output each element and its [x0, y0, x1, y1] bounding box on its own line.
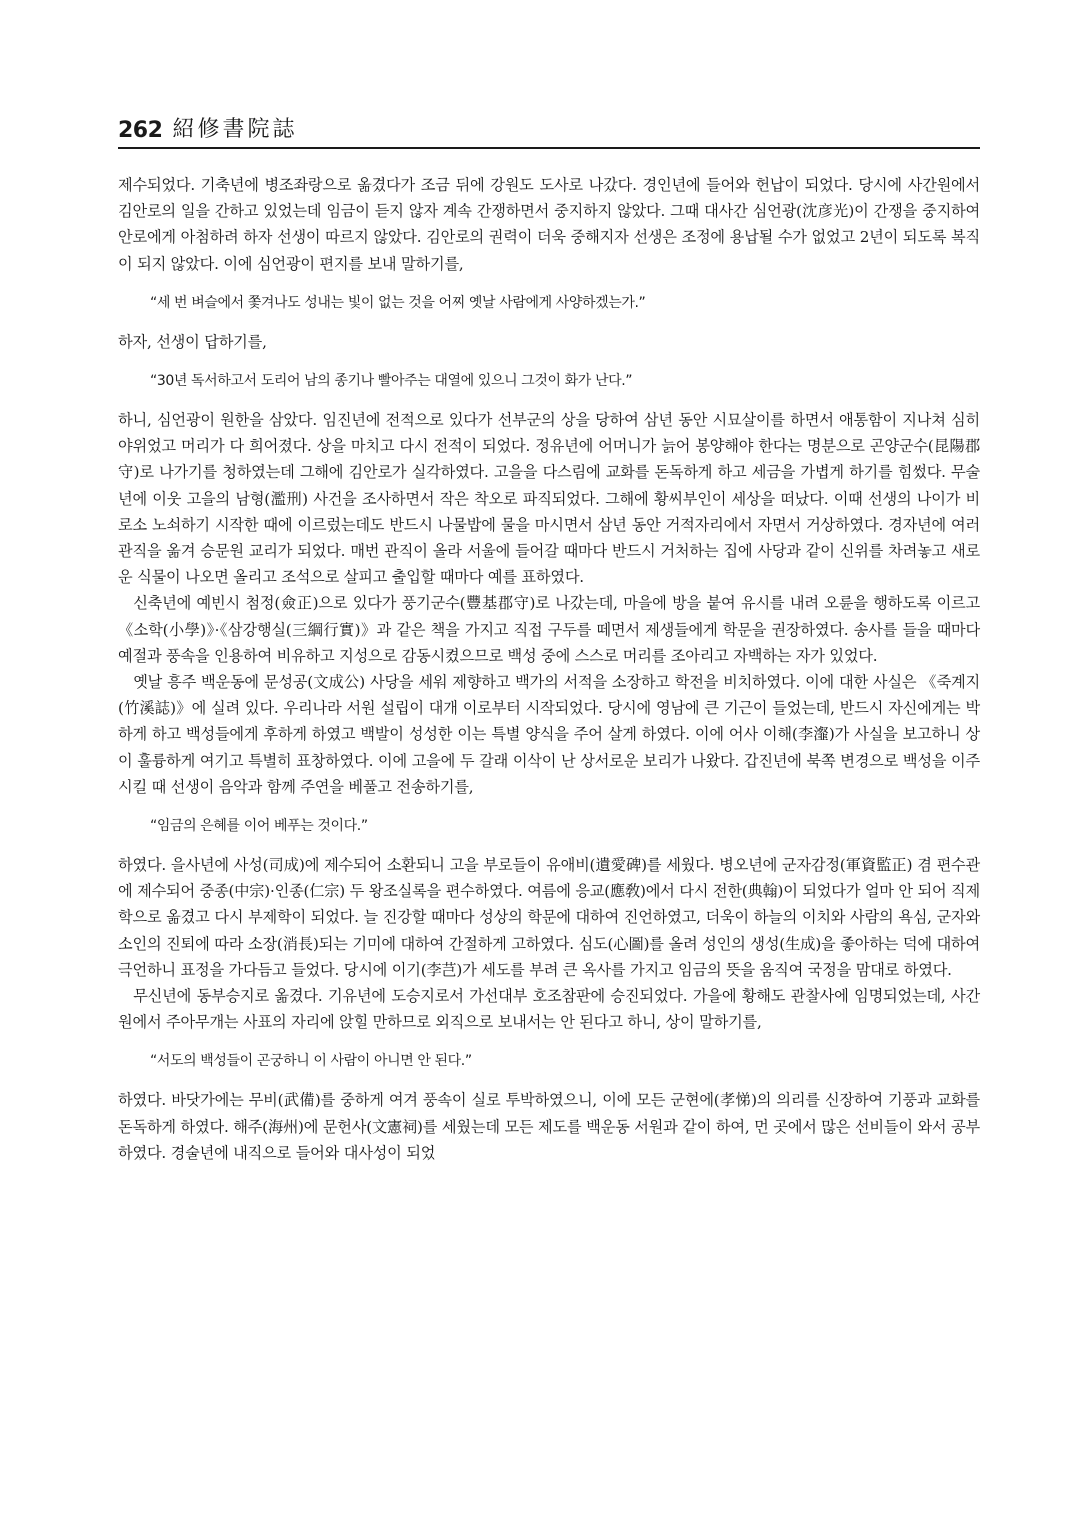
book-title: 紹修書院誌	[172, 117, 298, 142]
paragraph: 하니, 심언광이 원한을 삼았다. 임진년에 전적으로 있다가 선부군의 상을 당하여 삼년 동안 시묘살이를 하면서 애통함이 지나쳐 심히 야위었고 머리가 다 희어졌다. 상을 마치고 다시 전적이 되었다. 정유년에 어머니가 늙어 봉양해야 한다는 명분으로 곤양군수(昆陽郡守)로 나가기를 청하였는데 그해에 김안로가 실각하였다. 고을을 다스림에 교화를 돈독하게 하고 세금을 가볍게 하기를 힘썼다. 무술년에 이웃 고을의 남형(濫刑) 사건을 조사하면서 작은 착오로 파직되었다. 그해에 황씨부인이 세상을 떠났다. 이때 선생의 나이가 비로소 노쇠하기 시작한 때에 이르렀는데도 반드시 나물밥에 물을 마시면서 삼년 동안 거적자리에서 자면서 거상하였다. 경자년에 여러 관직을 옮겨 승문원 교리가 되었다. 매번 관직이 올라 서울에 들어갈 때마다 반드시 거처하는 집에 사당과 같이 신위를 차려놓고 새로운 식물이 나오면 올리고 조석으로 살피고 출입할 때마다 예를 표하였다.	[118, 411, 980, 587]
page-header	[118, 112, 980, 149]
paragraph: 하였다. 을사년에 사성(司成)에 제수되어 소환되니 고을 부로들이 유애비(遺愛碑)를 세웠다. 병오년에 군자감정(軍資監正) 겸 편수관에 제수되어 중종(中宗)·인종(仁宗) 두 왕조실록을 편수하였다. 여름에 응교(應敎)에서 다시 전한(典翰)이 되었다가 얼마 안 되어 직제학으로 옮겼고 다시 부제학이 되었다. 늘 진강할 때마다 성상의 학문에 대하여 진언하였고, 더욱이 하늘의 이치와 사람의 욕심, 군자와 소인의 진퇴에 따라 소장(消長)되는 기미에 대하여 간절하게 고하였다. 심도(心圖)를 올려 성인의 생성(生成)을 좋아하는 덕에 대하여 극언하니 표정을 가다듬고 들었다. 당시에 이기(李芑)가 세도를 부려 큰 옥사를 가지고 임금의 뜻을 움직여 국정을 맘대로 하였다.	[118, 856, 981, 979]
paragraph: 무신년에 동부승지로 옮겼다. 기유년에 도승지로서 가선대부 호조참판에 승진되었다. 가을에 황해도 관찰사에 임명되었는데, 사간원에서 주아무개는 사표의 자리에 앉힐 만하므로 외직으로 보내서는 안 된다고 하니, 상이 말하기를,	[118, 987, 980, 1032]
paragraph: 옛날 흥주 백운동에 문성공(文成公) 사당을 세워 제향하고 백가의 서적을 소장하고 학전을 비치하였다. 이에 대한 사실은 《죽계지(竹溪誌)》에 실려 있다. 우리나라 서원 설립이 대개 이로부터 시작되었다. 당시에 영남에 큰 기근이 들었는데, 반드시 자신에게는 박하게 하고 백성들에게 후하게 하였고 백발이 성성한 이는 특별 양식을 주어 살게 하였다. 이에 어사 이해(李瀣)가 사실을 보고하니 상이 훌륭하게 여기고 특별히 표창하였다. 이에 고을에 두 갈래 이삭이 난 상서로운 보리가 나왔다. 갑진년에 북쪽 변경으로 백성을 이주시킬 때 선생이 음악과 함께 주연을 베풀고 전송하기를,	[118, 673, 980, 796]
quotation: “세 번 벼슬에서 쫓겨나도 성내는 빛이 없는 것을 어찌 옛날 사람에게 사양하겠는가.”	[150, 294, 646, 311]
paragraph: 신축년에 예빈시 첨정(僉正)으로 있다가 풍기군수(豐基郡守)로 나갔는데, 마을에 방을 붙여 유시를 내려 오륜을 행하도록 이르고 《소학(小學)》·《삼강행실(三綱行實)》과 같은 책을 가지고 직접 구두를 떼면서 제생들에게 학문을 권장하였다. 송사를 들을 때마다 예절과 풍속을 인용하여 비유하고 지성으로 감동시켰으므로 백성 중에 스스로 머리를 조아리고 자백하는 자가 있었다.	[118, 594, 980, 665]
paragraph: 제수되었다. 기축년에 병조좌랑으로 옮겼다가 조금 뒤에 강원도 도사로 나갔다. 경인년에 들어와 헌납이 되었다. 당시에 사간원에서 김안로의 일을 간하고 있었는데 임금이 듣지 않자 계속 간쟁하면서 중지하지 않았다. 그때 대사간 심언광(沈彦光)이 간쟁을 중지하여 안로에게 아첨하려 하자 선생이 따르지 않았다. 김안로의 권력이 더욱 중해지자 선생은 조정에 용납될 수가 없었고 2년이 되도록 복직이 되지 않았다. 이에 심언광이 편지를 보내 말하기를,	[118, 176, 980, 273]
quotation: “30년 독서하고서 도리어 남의 종기나 빨아주는 대열에 있으니 그것이 화가 난다.”	[150, 373, 633, 390]
body-text	[118, 172, 980, 1166]
quotation: “임금의 은혜를 이어 베푸는 것이다.”	[150, 818, 368, 835]
paragraph: 하였다. 바닷가에는 무비(武備)를 중하게 여겨 풍속이 실로 투박하였으니, 이에 모든 군현에(孝悌)의 의리를 신장하여 기풍과 교화를 돈독하게 하였다. 해주(海州)에 문헌사(文憲祠)를 세웠는데 모든 제도를 백운동 서원과 같이 하여, 먼 곳에서 많은 선비들이 와서 공부하였다. 경술년에 내직으로 들어와 대사성이 되었	[118, 1091, 980, 1162]
paragraph: 하자, 선생이 답하기를,	[118, 332, 267, 351]
page-number: 262	[118, 118, 163, 143]
quotation: “서도의 백성들이 곤궁하니 이 사람이 아니면 안 된다.”	[150, 1053, 472, 1070]
